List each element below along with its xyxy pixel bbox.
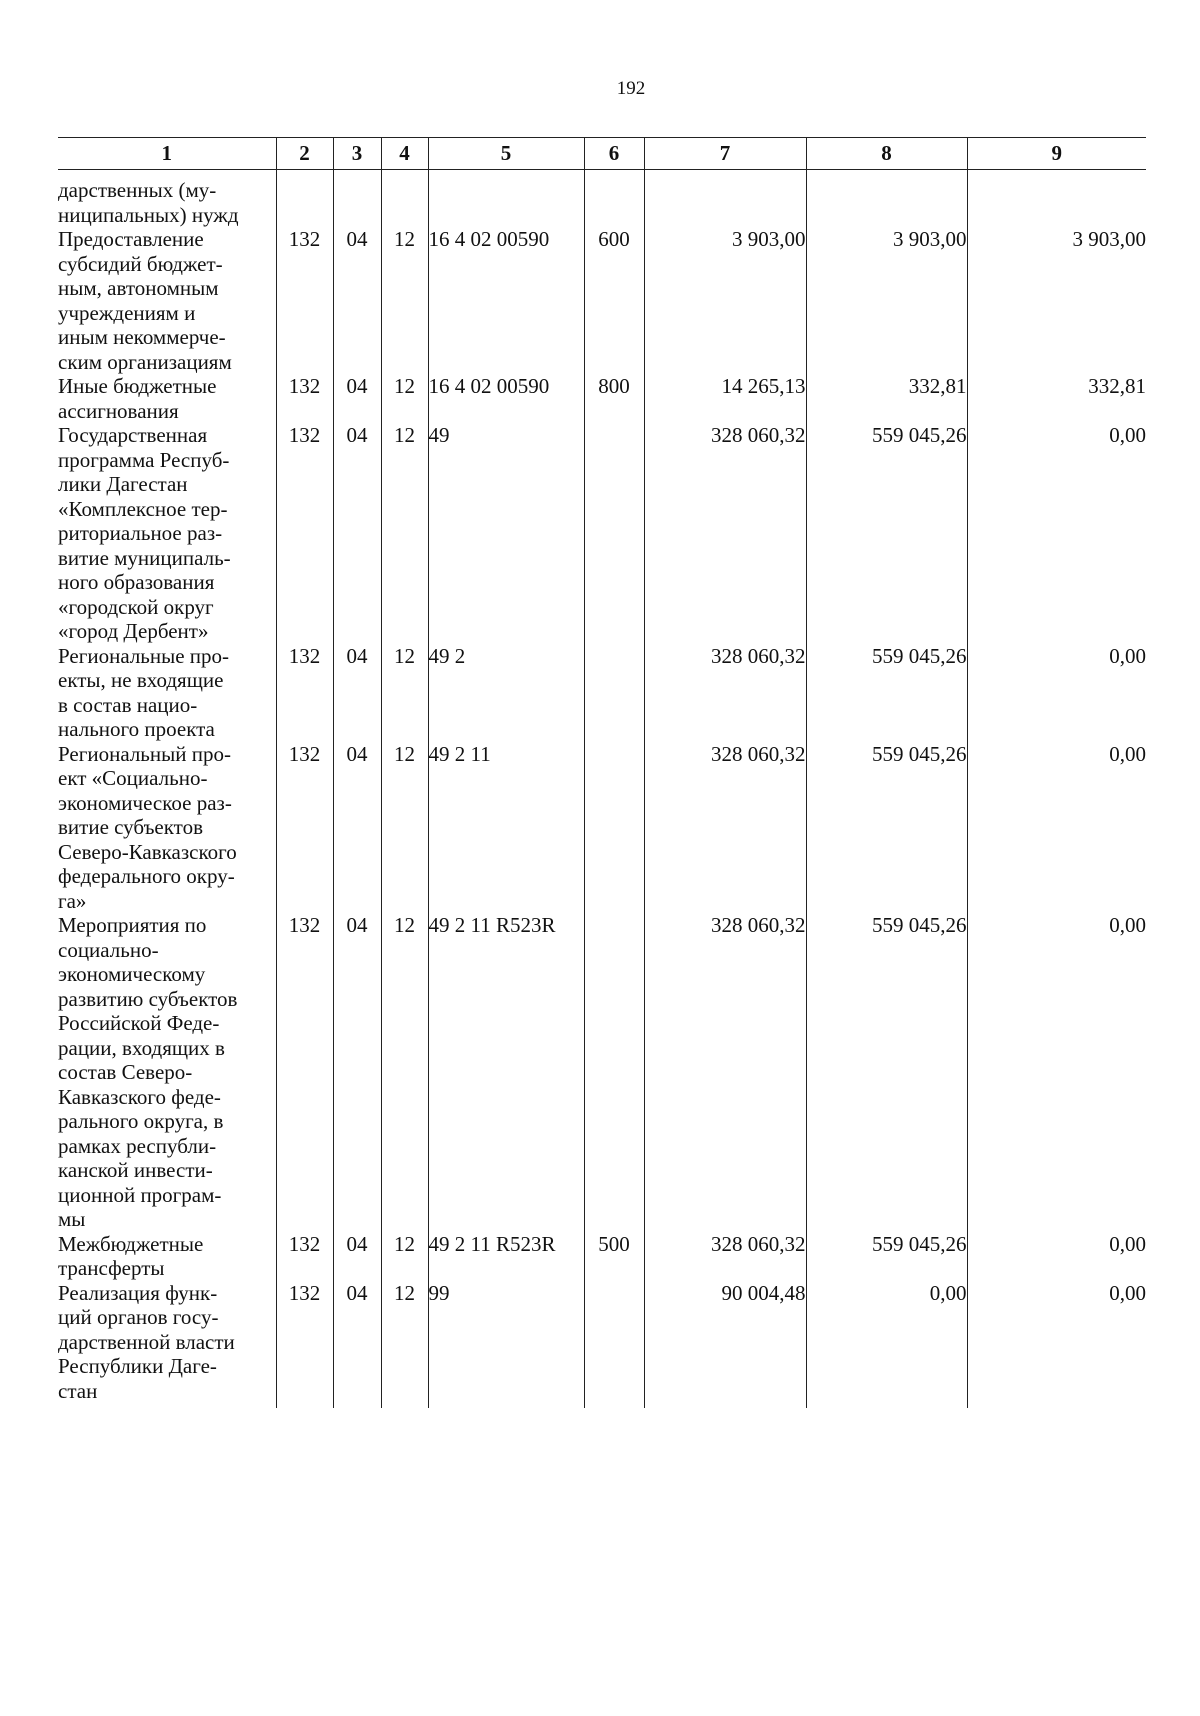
- table-row: [58, 913, 1146, 1232]
- table-row: [58, 227, 1146, 374]
- column-header: 6: [584, 138, 644, 170]
- cell-amount-7: 328 060,32: [644, 644, 806, 742]
- cell-amount-7: 328 060,32: [644, 742, 806, 914]
- cell-amount-9: 0,00: [967, 913, 1146, 1232]
- cell-code-5: 49 2 11: [428, 742, 584, 914]
- cell-code-4: 12: [381, 913, 428, 1232]
- cell-amount-9: 3 903,00: [967, 227, 1146, 374]
- cell-code-6: 600: [584, 227, 644, 374]
- row-name: Предоставление субсидий бюджет- ным, автономным учреждениям и иным некоммерче- ским организациям: [58, 227, 276, 374]
- cell-code-2: [276, 170, 333, 228]
- column-header: 4: [381, 138, 428, 170]
- cell-amount-8: 3 903,00: [806, 227, 967, 374]
- cell-code-6: [584, 644, 644, 742]
- cell-code-4: 12: [381, 1281, 428, 1408]
- column-header: 9: [967, 138, 1146, 170]
- cell-amount-8: 559 045,26: [806, 423, 967, 644]
- cell-code-6: 500: [584, 1232, 644, 1281]
- cell-code-5: 49: [428, 423, 584, 644]
- cell-code-2: 132: [276, 644, 333, 742]
- cell-code-6: [584, 742, 644, 914]
- table-row: [58, 374, 1146, 423]
- cell-code-2: 132: [276, 227, 333, 374]
- budget-table: [58, 137, 1146, 1408]
- cell-amount-8: 332,81: [806, 374, 967, 423]
- cell-amount-8: 559 045,26: [806, 1232, 967, 1281]
- table-header-row: [58, 138, 1146, 170]
- cell-code-4: 12: [381, 423, 428, 644]
- cell-amount-8: 0,00: [806, 1281, 967, 1408]
- cell-code-4: 12: [381, 1232, 428, 1281]
- cell-code-5: 49 2: [428, 644, 584, 742]
- cell-amount-9: 332,81: [967, 374, 1146, 423]
- cell-amount-7: 3 903,00: [644, 227, 806, 374]
- cell-code-3: 04: [333, 1281, 381, 1408]
- table-row: [58, 1232, 1146, 1281]
- cell-code-6: [584, 423, 644, 644]
- cell-code-6: [584, 170, 644, 228]
- table-row: [58, 742, 1146, 914]
- row-name: Реализация функ- ций органов госу- дарственной власти Республики Даге- стан: [58, 1281, 276, 1408]
- column-header: 2: [276, 138, 333, 170]
- cell-code-5: 16 4 02 00590: [428, 374, 584, 423]
- cell-code-6: [584, 913, 644, 1232]
- cell-code-2: 132: [276, 913, 333, 1232]
- cell-code-5: 16 4 02 00590: [428, 227, 584, 374]
- page-number: 192: [616, 78, 646, 99]
- cell-code-2: 132: [276, 374, 333, 423]
- row-name: Иные бюджетные ассигнования: [58, 374, 276, 423]
- cell-code-6: 800: [584, 374, 644, 423]
- cell-amount-7: 14 265,13: [644, 374, 806, 423]
- cell-code-2: 132: [276, 1281, 333, 1408]
- cell-code-2: 132: [276, 742, 333, 914]
- cell-amount-9: [967, 170, 1146, 228]
- cell-code-3: 04: [333, 913, 381, 1232]
- cell-code-5: 49 2 11 R523R: [428, 1232, 584, 1281]
- cell-code-3: 04: [333, 374, 381, 423]
- cell-code-5: 49 2 11 R523R: [428, 913, 584, 1232]
- row-name: дарственных (му- ниципальных) нужд: [58, 170, 276, 228]
- row-name: Межбюджетные трансферты: [58, 1232, 276, 1281]
- cell-code-5: [428, 170, 584, 228]
- column-header: 5: [428, 138, 584, 170]
- cell-amount-9: 0,00: [967, 1232, 1146, 1281]
- column-header: 8: [806, 138, 967, 170]
- cell-amount-9: 0,00: [967, 1281, 1146, 1408]
- cell-code-4: 12: [381, 374, 428, 423]
- cell-amount-8: 559 045,26: [806, 742, 967, 914]
- cell-code-6: [584, 1281, 644, 1408]
- cell-code-3: [333, 170, 381, 228]
- row-name: Государственная программа Респуб- лики Дагестан «Комплексное тер- риториальное раз- витие муниципаль- ного образования «городской округ «город Дербент»: [58, 423, 276, 644]
- cell-code-3: 04: [333, 1232, 381, 1281]
- cell-code-2: 132: [276, 1232, 333, 1281]
- row-name: Региональный про- ект «Социально- экономическое раз- витие субъектов Северо-Кавказского федерального окру- га»: [58, 742, 276, 914]
- cell-code-2: 132: [276, 423, 333, 644]
- cell-amount-7: 328 060,32: [644, 423, 806, 644]
- cell-code-3: 04: [333, 742, 381, 914]
- cell-amount-8: [806, 170, 967, 228]
- cell-code-5: 99: [428, 1281, 584, 1408]
- cell-code-4: 12: [381, 227, 428, 374]
- cell-code-4: 12: [381, 742, 428, 914]
- table-row: [58, 1281, 1146, 1408]
- cell-amount-7: 90 004,48: [644, 1281, 806, 1408]
- table-row: [58, 644, 1146, 742]
- cell-code-4: 12: [381, 644, 428, 742]
- cell-amount-9: 0,00: [967, 423, 1146, 644]
- column-header: 1: [58, 138, 276, 170]
- column-header: 3: [333, 138, 381, 170]
- cell-code-3: 04: [333, 227, 381, 374]
- row-name: Мероприятия по социально- экономическому развитию субъектов Российской Феде- рации, входящих в состав Северо- Кавказского феде- рального округа, в рамках республи- канской инвести- ционной програм- мы: [58, 913, 276, 1232]
- row-name: Региональные про- екты, не входящие в состав нацио- нального проекта: [58, 644, 276, 742]
- cell-amount-9: 0,00: [967, 742, 1146, 914]
- cell-code-3: 04: [333, 644, 381, 742]
- cell-code-4: [381, 170, 428, 228]
- column-header: 7: [644, 138, 806, 170]
- cell-amount-8: 559 045,26: [806, 913, 967, 1232]
- cell-code-3: 04: [333, 423, 381, 644]
- cell-amount-8: 559 045,26: [806, 644, 967, 742]
- table-row: [58, 423, 1146, 644]
- cell-amount-7: [644, 170, 806, 228]
- table-row: [58, 170, 1146, 228]
- cell-amount-7: 328 060,32: [644, 1232, 806, 1281]
- cell-amount-7: 328 060,32: [644, 913, 806, 1232]
- cell-amount-9: 0,00: [967, 644, 1146, 742]
